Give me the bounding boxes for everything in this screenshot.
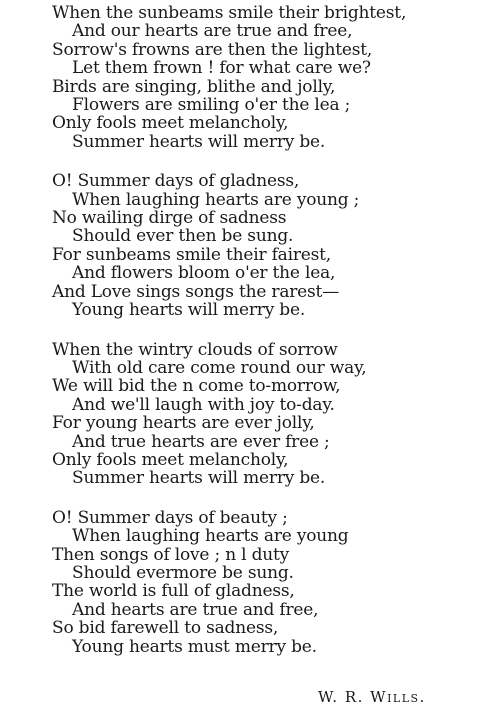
poem-line: O! Summer days of beauty ; (52, 507, 288, 528)
poem-line: Summer hearts will merry be. (72, 468, 326, 489)
poem-line: Summer hearts will merry be. (72, 131, 326, 152)
poem-line: We will bid the n come to-morrow, (52, 376, 341, 397)
poem-line: Only fools meet melancholy, (52, 113, 289, 134)
stanza-4 (0, 509, 487, 656)
poem-line: Young hearts must merry be. (72, 636, 317, 657)
poem-line: Flowers are smiling o'er the lea ; (72, 95, 351, 116)
poem-line: The world is full of gladness, (52, 581, 295, 602)
poem-line: With old care come round our way, (72, 357, 367, 378)
poem-line: Young hearts will merry be. (72, 300, 306, 321)
author-name: W. R. Wills. (318, 688, 426, 706)
poem-line: Only fools meet melancholy, (52, 449, 289, 470)
poem-line: When the sunbeams smile their brightest, (52, 3, 407, 23)
stanza-3 (0, 341, 487, 488)
poem (0, 4, 487, 677)
poem-line: And hearts are true and free, (72, 599, 319, 620)
poem-line: And our hearts are true and free, (72, 21, 353, 42)
poem-line: Should evermore be sung. (72, 562, 294, 583)
poem-line: Should ever then be sung. (72, 226, 294, 247)
poem-line: And flowers bloom o'er the lea, (72, 263, 336, 284)
poem-line: When the wintry clouds of sorrow (52, 339, 338, 360)
poem-line: When laughing hearts are young ; (72, 189, 360, 210)
poem-line: For sunbeams smile their fairest, (52, 244, 331, 265)
poem-line: When laughing hearts are young (72, 526, 349, 547)
poem-line: And true hearts are ever free ; (72, 431, 330, 452)
stanza-2 (0, 172, 487, 319)
poem-line: And we'll laugh with joy to-day. (72, 394, 335, 415)
poem-line: And Love sings songs the rarest— (52, 281, 339, 302)
poem-line: Sorrow's frowns are then the lightest, (52, 39, 373, 60)
poem-line: O! Summer days of gladness, (52, 171, 300, 192)
poem-line: No wailing dirge of sadness (52, 208, 287, 229)
author-signature (318, 688, 426, 706)
poem-line: So bid farewell to sadness, (52, 618, 279, 639)
poem-line: For young hearts are ever jolly, (52, 413, 315, 434)
stanza-1 (0, 4, 487, 151)
poem-line: Birds are singing, blithe and jolly, (52, 76, 336, 97)
poem-line: Let them frown ! for what care we? (72, 58, 371, 79)
poem-line: Then songs of love ; n l duty (52, 544, 290, 565)
